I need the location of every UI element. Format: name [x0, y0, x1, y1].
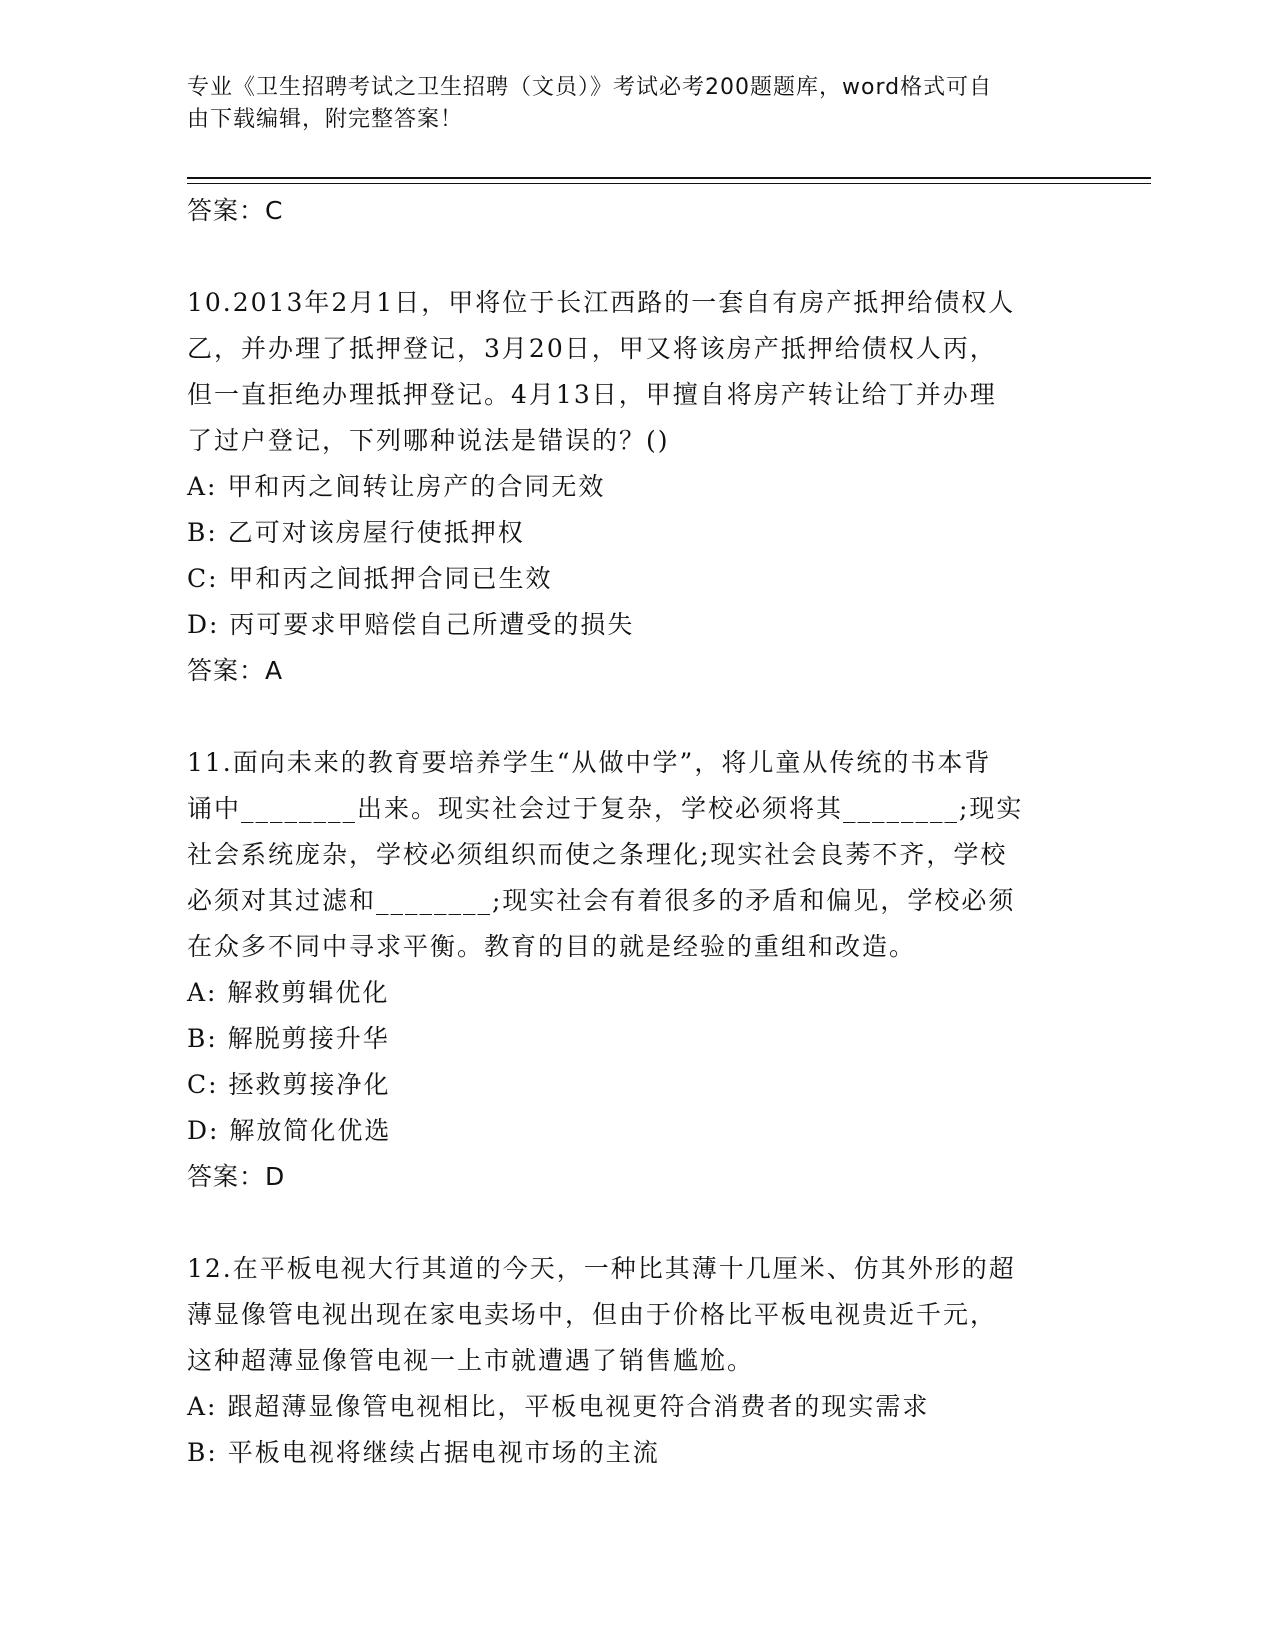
question-12	[187, 1246, 1067, 1476]
question-stem-line: 12.在平板电视大行其道的今天，一种比其薄十几厘米、仿其外形的超	[187, 1254, 1016, 1283]
header-divider-thin	[187, 183, 1151, 184]
question-stem-line: 诵中________出来。现实社会过于复杂，学校必须将其________;现实	[187, 794, 1024, 823]
answer-line: 答案：A	[187, 656, 284, 685]
option-c: C: 甲和丙之间抵押合同已生效	[187, 564, 553, 593]
question-stem-line: 乙，并办理了抵押登记，3月20日，甲又将该房产抵押给债权人丙，	[187, 334, 997, 363]
previous-answer: 答案：C	[187, 196, 284, 225]
header-divider	[187, 177, 1151, 179]
question-stem-line: 社会系统庞杂，学校必须组织而使之条理化;现实社会良莠不齐，学校	[187, 840, 1008, 869]
question-stem-line: 10.2013年2月1日，甲将位于长江西路的一套自有房产抵押给债权人	[187, 288, 1016, 317]
header-line-2: 由下载编辑，附完整答案！	[187, 107, 464, 132]
option-d: D: 解放简化优选	[187, 1116, 392, 1145]
question-10	[187, 280, 1067, 694]
question-stem-line: 这种超薄显像管电视一上市就遭遇了销售尴尬。	[187, 1346, 755, 1375]
option-a: A: 甲和丙之间转让房产的合同无效	[187, 472, 606, 501]
question-11	[187, 740, 1067, 1200]
question-stem-line: 必须对其过滤和________;现实社会有着很多的矛盾和偏见，学校必须	[187, 886, 1016, 915]
question-stem-line: 薄显像管电视出现在家电卖场中，但由于价格比平板电视贵近千元，	[187, 1300, 998, 1329]
header-line-1: 专业《卫生招聘考试之卫生招聘（文员）》考试必考200题题库，word格式可自	[187, 75, 993, 100]
spacer	[187, 234, 1067, 280]
option-b: B: 解脱剪接升华	[187, 1024, 390, 1053]
question-list	[187, 188, 1067, 1476]
question-stem-line: 在众多不同中寻求平衡。教育的目的就是经验的重组和改造。	[187, 932, 917, 961]
option-a: A: 跟超薄显像管电视相比，平板电视更符合消费者的现实需求	[187, 1392, 930, 1421]
option-c: C: 拯救剪接净化	[187, 1070, 391, 1099]
document-header	[187, 72, 1067, 136]
answer-line: 答案：D	[187, 1162, 286, 1191]
option-b: B: 乙可对该房屋行使抵押权	[187, 518, 525, 547]
option-d: D: 丙可要求甲赔偿自己所遭受的损失	[187, 610, 635, 639]
question-stem-line: 11.面向未来的教育要培养学生“从做中学”，将儿童从传统的书本背	[187, 748, 992, 777]
question-stem-line: 但一直拒绝办理抵押登记。4月13日，甲擅自将房产转让给丁并办理	[187, 380, 997, 409]
option-b: B: 平板电视将继续占据电视市场的主流	[187, 1438, 660, 1467]
option-a: A: 解救剪辑优化	[187, 978, 390, 1007]
spacer	[187, 1200, 1067, 1246]
spacer	[187, 694, 1067, 740]
question-stem-line: 了过户登记，下列哪种说法是错误的？()	[187, 426, 670, 455]
